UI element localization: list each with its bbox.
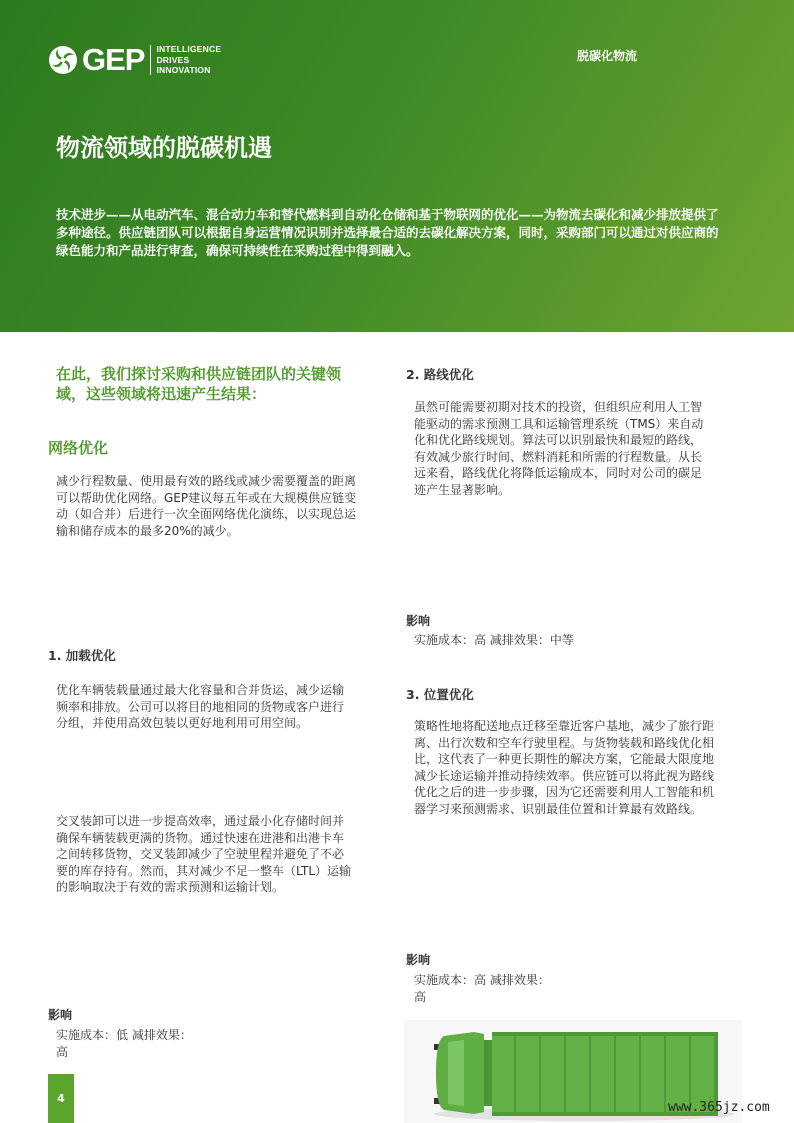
load-paragraph-1: 优化车辆装载量通过最大化容量和合并货运，减少运输频率和排放。公司可以将目的地相同的货物或客户进行分组，并使用高效包装以更好地利用可用空间。 <box>56 683 345 730</box>
section-heading-route: 2. 路线优化 <box>406 367 474 382</box>
network-paragraph: 减少行程数量、使用最有效的路线或减少需要覆盖的距离可以帮助优化网络。GEP建议每五年或在大规模供应链变动（如合并）后进行一次全面网络优化演练，以实现总运输和储存成本的最多20%的减少。 <box>56 474 357 538</box>
logo-wordmark: GEP <box>82 41 145 77</box>
page-title: 物流领域的脱碳机遇 <box>56 134 272 162</box>
load-impact-label: 影响 <box>48 1008 73 1022</box>
logo-tagline <box>156 44 221 76</box>
route-impact-text: 实施成本：高 减排效果：中等 <box>414 633 574 647</box>
watermark: www.365jz.com <box>668 1100 770 1115</box>
logo-tagline-line: INTELLIGENCE <box>156 44 222 54</box>
document-topic: 脱碳化物流 <box>577 49 638 63</box>
location-impact-text: 实施成本：高 减排效果：高 <box>414 973 550 1004</box>
location-paragraph: 策略性地将配送地点迁移至靠近客户基地，减少了旅行距离、出行次数和空车行驶里程。与货物装载和路线优化相比，这代表了一种更长期性的解决方案，它能最大限度地减少长途运输并推动持续效率。供应链可以将此视为路线优化之后的进一步步骤，因为它还需要利用人工智能和机器学习来预测需求、识别最佳位置和计算最有效路线。 <box>414 719 715 816</box>
logo-tagline-line: DRIVES <box>156 54 190 65</box>
section-heading-network: 网络优化 <box>48 439 109 457</box>
hero-paragraph: 技术进步——从电动汽车、混合动力车和替代燃料到自动化仓储和基于物联网的优化——为物流去碳化和减少排放提供了多种途径。供应链团队可以根据自身运营情况识别并选择最合适的去碳化解决方案，同时，采购部门可以通过对供应商的绿色能力和产品进行审查，确保可持续性在采购过程中得到融入。 <box>56 207 719 258</box>
gep-swirl-logo-icon <box>48 45 78 75</box>
load-impact-text: 实施成本：低 减排效果：高 <box>56 1028 192 1059</box>
page-number: 4 <box>48 1074 74 1123</box>
load-paragraph-2: 交叉装卸可以进一步提高效率，通过最小化存储时间并确保车辆装载更满的货物。通过快速在进港和出港卡车之间转移货物，交叉装卸减少了空驶里程并避免了不必要的库存持有。然而，其对减少不足一整车（LTL）运输的影响取决于有效的需求预测和运输计划。 <box>56 814 352 894</box>
route-impact-label: 影响 <box>406 614 431 628</box>
gep-logo <box>48 41 222 77</box>
section-heading-location: 3. 位置优化 <box>406 687 474 702</box>
hero-banner <box>0 0 794 332</box>
logo-divider <box>150 45 151 75</box>
intro-callout: 在此，我们探讨采购和供应链团队的关键领域，这些领域将迅速产生结果： <box>56 365 342 403</box>
logo-tagline-line: INNOVATION <box>156 65 211 75</box>
location-impact-label: 影响 <box>406 953 431 967</box>
route-paragraph: 虽然可能需要初期对技术的投资，但组织应利用人工智能驱动的需求预测工具和运输管理系统（TMS）来自动化和优化路线规划。算法可以识别最快和最短的路线，有效减少旅行时间、燃料消耗和所需的行程数量。从长远来看，路线优化将降低运输成本，同时对公司的碳足迹产生显著影响。 <box>414 400 704 497</box>
section-heading-load: 1. 加载优化 <box>48 648 116 663</box>
